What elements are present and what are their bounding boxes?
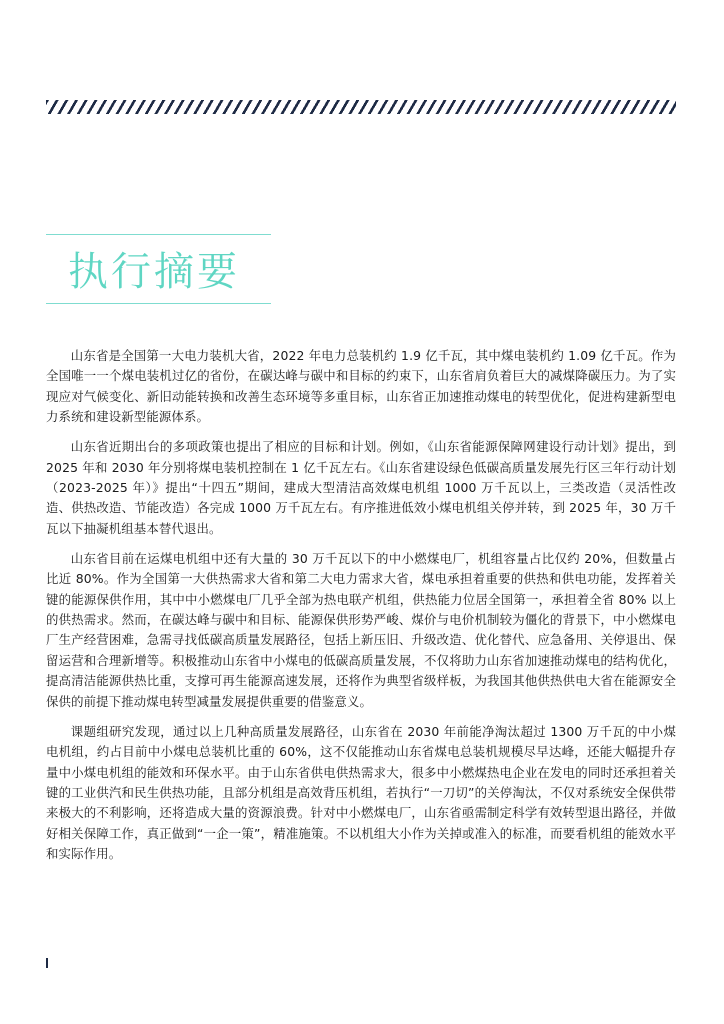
summary-body: [46, 346, 676, 874]
paragraph-1: 山东省是全国第一大电力装机大省，2022 年电力总装机约 1.9 亿千瓦，其中煤电装机约 1.09 亿千瓦。作为全国唯一一个煤电装机过亿的省份，在碳达峰与碳中和目标的约束下，山东省肩负着巨大的减煤降碳压力。为了实现应对气候变化、新旧动能转换和改善生态环境等多重目标，山东省正加速推动煤电的转型优化，促进构建新型电力系统和建设新型能源体系。: [46, 348, 676, 425]
paragraph-3: 山东省目前在运煤电机组中还有大量的 30 万千瓦以下的中小燃煤电厂，机组容量占比仅约 20%，但数量占比近 80%。作为全国第一大供热需求大省和第二大电力需求大省，煤电承担着重要的供热和供电功能，发挥着关键的能源保供作用，其中中小燃煤电厂几乎全部为热电联产机组，供热能力位居全国第一，承担着全省 80% 以上的供热需求。然而，在碳达峰与碳中和目标、能源保供形势严峻、煤价与电价机制较为僵化的背景下，中小燃煤电厂生产经营困难，急需寻找低碳高质量发展路径，包括上新压旧、升级改造、优化替代、应急备用、关停退出、保留运营和合理新增等。积极推动山东省中小煤电的低碳高质量发展，不仅将助力山东省加速推动煤电的结构优化，提高清洁能源供热比重，支撑可再生能源高速发展，还将作为典型省级样板，为我国其他供热供电大省在能源安全保供的前提下推动煤电转型减量发展提供重要的借鉴意义。: [46, 550, 676, 709]
page-marker: [46, 958, 48, 968]
paragraph-4: 课题组研究发现，通过以上几种高质量发展路径，山东省在 2030 年前能净淘汰超过 1300 万千瓦的中小煤电机组，约占目前中小煤电总装机比重的 60%，这不仅能推动山东省煤电总装机规模尽早达峰，还能大幅提升存量中小煤电机组的能效和环保水平。由于山东省供电供热需求大，很多中小燃煤热电企业在发电的同时还承担着关键的工业供汽和民生供热功能，且部分机组是高效背压机组，若执行“一刀切”的关停淘汰，不仅对系统安全保供带来极大的不利影响，还将造成大量的资源浪费。针对中小燃煤电厂，山东省亟需制定科学有效转型退出路径，并做好相关保障工作，真正做到“一企一策”，精准施策。不以机组大小作为关掉或准入的标准，而要看机组的能效水平和实际作用。: [46, 723, 676, 862]
paragraph-2: 山东省近期出台的多项政策也提出了相应的目标和计划。例如，《山东省能源保障网建设行动计划》提出，到 2025 年和 2030 年分别将煤电装机控制在 1 亿千瓦左右。《山东省建设绿色低碳高质量发展先行区三年行动计划（2023-2025 年）》提出“十四五”期间，建成大型清洁高效煤电机组 1000 万千瓦以上，三类改造（灵活性改造、供热改造、节能改造）各完成 1000 万千瓦左右。有序推进低效小煤电机组关停并转，到 2025 年，30 万千瓦以下抽凝机组基本替代退出。: [46, 439, 676, 536]
section-title: 执行摘要: [68, 249, 240, 295]
title-bottom-rule: [46, 303, 271, 304]
title-top-rule: [46, 234, 271, 235]
decorative-stripe-band: [46, 100, 676, 114]
